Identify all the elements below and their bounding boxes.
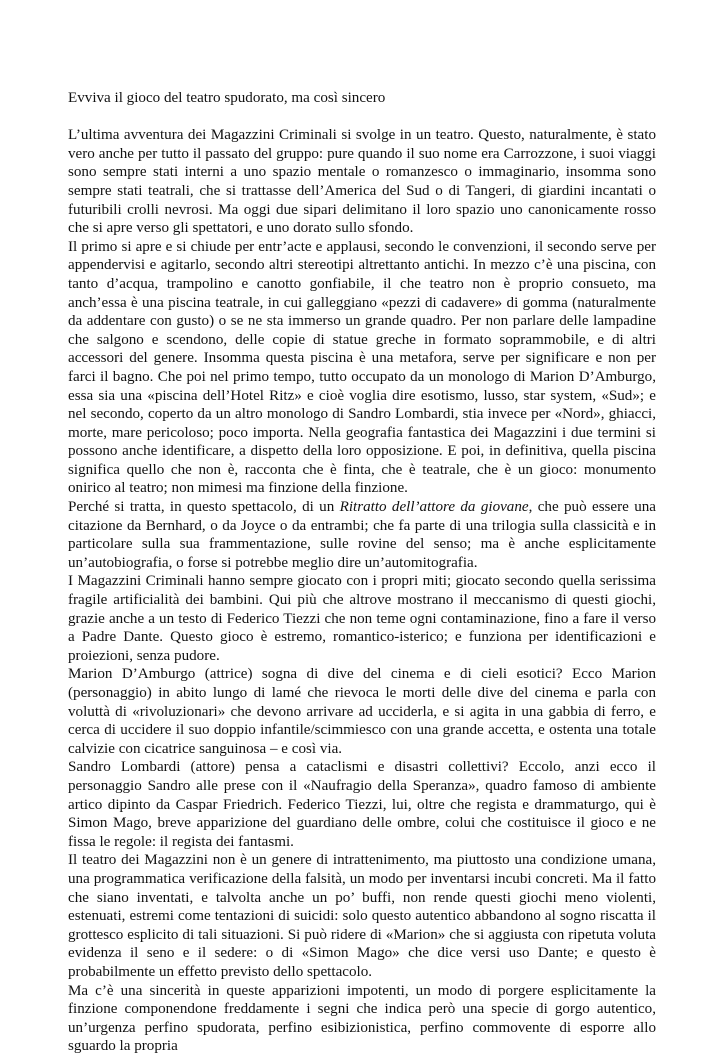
paragraph-4: I Magazzini Criminali hanno sempre giocato con i propri miti; giocato secondo quella serissima fragile artificialità dei bambini. Qui più che altrove mostrano il meccanismo di questi giochi, grazie anche a un testo di Federico Tiezzi che non teme ogni contaminazione, fino a fare il verso a Padre Dante. Questo gioco è estremo, romantico-isterico; e funziona per identificazioni e proiezioni, senza pudore.	[68, 573, 656, 664]
paragraph-8: Ma c’è una sincerità in queste apparizioni impotenti, un modo di porgere esplicitamente la finzione componendone freddamente i segni che indica però una specie di gorgo autentico, un’urgenza perfino spudorata, perfino esibizionistica, perfino commovente di esporre allo sguardo la propria	[68, 982, 656, 1055]
article-title: Evviva il gioco del teatro spudorato, ma così sincero	[68, 90, 386, 106]
paragraph-3-text-after: , che può essere una citazione da Bernhard, o da Joyce o da entrambi; che fa parte di una trilogia sulla classicità e in particolare sulla sua frammentazione, sulle rovine del senso; ma è anche esplicitamente un’autobiografia, o forse si potrebbe meglio dire un’automitografia.	[68, 499, 656, 571]
paragraph-3-text-before: Perché si tratta, in questo spettacolo, di un	[68, 499, 340, 516]
paragraph-5: Marion D’Amburgo (attrice) sogna di dive del cinema e di cieli esotici? Ecco Marion (personaggio) in abito lungo di lamé che rievoca le morti delle dive del cinema e parla con voluttà di «rivoluzionari» che devono arrivare ad ucciderla, e si agita in una gabbia di ferro, e cerca di uccidere il suo doppio infantile/scimmiesco con una grande accetta, e ostenta una totale calvizie con cicatrice sanguinosa – e così via.	[68, 666, 656, 757]
paragraph-7: Il teatro dei Magazzini non è un genere di intrattenimento, ma piuttosto una condizione umana, una programmatica verificazione della falsità, un modo per inventarsi incubi concreti. Ma il fatto che siano inventati, e talvolta anche un po’ buffi, non rende questi giochi meno violenti, estenuati, estremi come tentazioni di suicidi: solo questo autentico abbandono al sogno riscatta il grottesco esplicito di tali situazioni. Si può ridere di «Marion» che si aggiusta con ripetuta voluta evidenza il seno e il sedere: o di «Simon Mago» che dice versi uso Dante; e questo è probabilmente un effetto previsto dello spettacolo.	[68, 852, 656, 980]
document-page	[68, 89, 656, 1056]
paragraph-6: Sandro Lombardi (attore) pensa a cataclismi e disastri collettivi? Eccolo, anzi ecco il personaggio Sandro alle prese con il «Naufragio della Speranza», quadro famoso di ambiente artico dipinto da Caspar Friedrich. Federico Tiezzi, lui, oltre che regista e drammaturgo, qui è Simon Mago, breve apparizione del guardiano delle ombre, colui che costituisce il gioco e ne fissa le regole: il regista dei fantasmi.	[68, 759, 656, 850]
paragraph-1: L’ultima avventura dei Magazzini Criminali si svolge in un teatro. Questo, naturalmente, è stato vero anche per tutto il passato del gruppo: pure quando il suo nome era Carrozzone, i suoi viaggi sono sempre stati interni a uno spazio mentale o romanzesco o immaginario, insomma sono sempre stati teatrali, che si trattasse dell’America del Sud o di Tangeri, di giardini incantati o futuribili crolli nevrosi. Ma oggi due sipari delimitano il loro spazio uno canonicamente rosso che si apre verso gli spettatori, e uno dorato sullo sfondo.	[68, 127, 656, 237]
paragraph-3	[68, 498, 656, 572]
play-title-italic: Ritratto dell’attore da giovane	[339, 499, 529, 516]
paragraph-2: Il primo si apre e si chiude per entr’acte e applausi, secondo le convenzioni, il secondo serve per appendervisi e agitarlo, secondo altri stereotipi altrettanto antichi. In mezzo c’è una piscina, con tanto d’acqua, trampolino e canotto gonfiabile, il che teatro non è proprio consueto, ma anch’essa è una piscina teatrale, in cui galleggiano «pezzi di cadavere» di gomma (naturalmente da addentare con gusto) o se ne sta immerso un grande quadro. Per non parlare delle lampadine che salgono e scendono, delle copie di statue greche in formato soprammobile, e di altri accessori del genere. Insomma questa piscina è una metafora, serve per significare e non per farci il bagno. Che poi nel primo tempo, tutto occupato da un monologo di Marion D’Amburgo, essa sia una «piscina dell’Hotel Ritz» e cioè voglia dire esotismo, lusso, star system, «Sud»; e nel secondo, coperto da un altro monologo di Sandro Lombardi, stia invece per «Nord», ghiacci, morte, mare pericoloso; poco importa. Nella geografia fantastica dei Magazzini i due termini si possono anche identificare, a dispetto della loro opposizione. E poi, in definitiva, quella piscina significa quello che non è, racconta che è finta, che è teatrale, che è un gioco: monumento onirico al teatro; non mimesi ma finzione della finzione.	[68, 238, 656, 497]
